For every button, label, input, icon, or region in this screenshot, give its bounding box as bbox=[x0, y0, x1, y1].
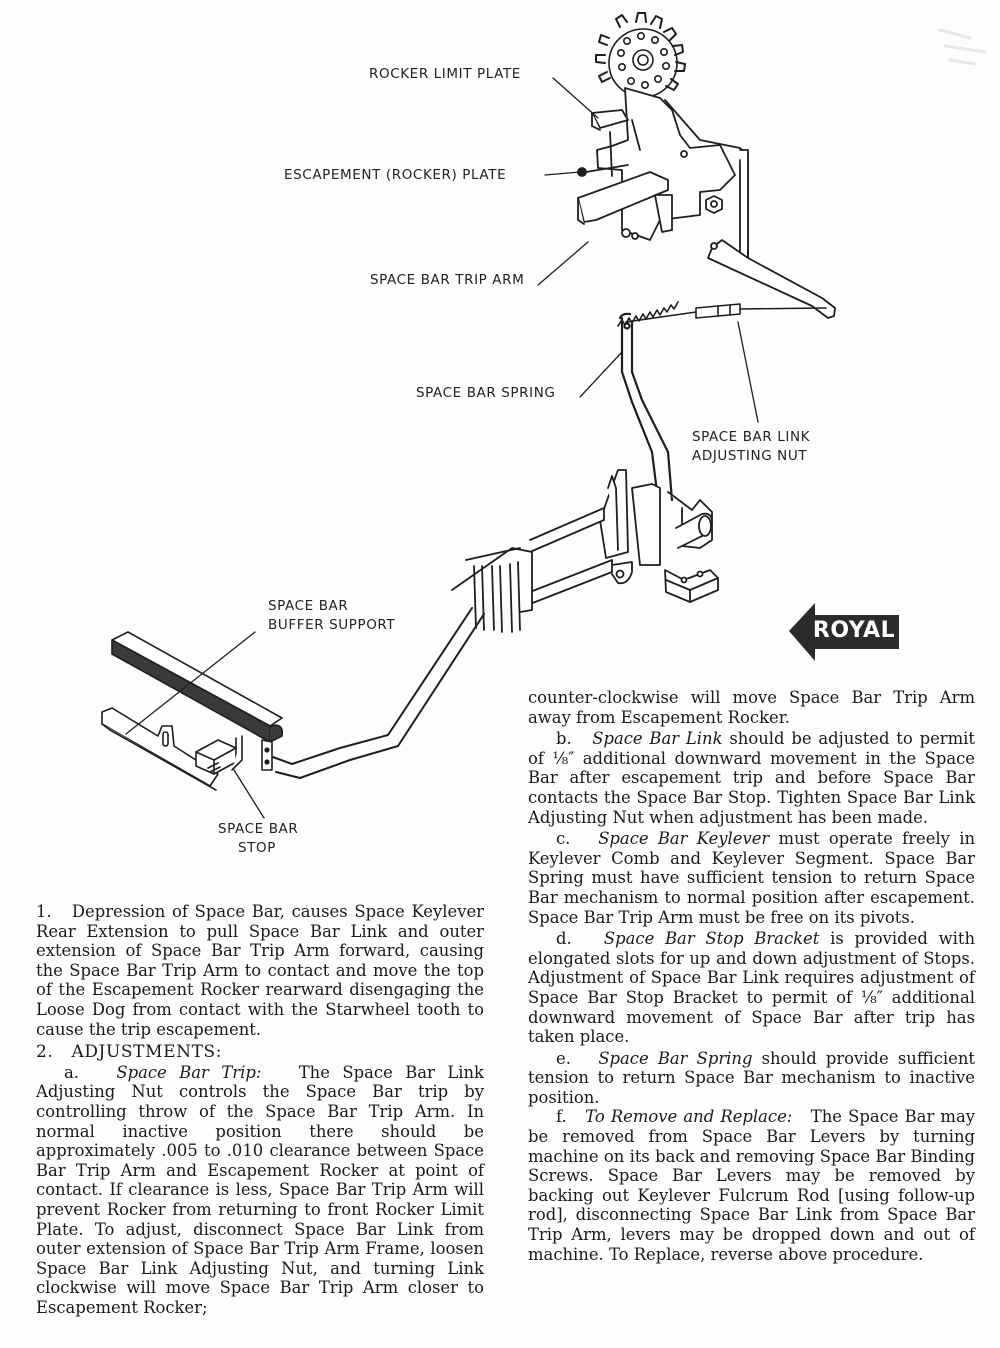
label-line-1: SPACE BAR LINK bbox=[692, 429, 811, 445]
label-space-bar-spring: SPACE BAR SPRING bbox=[416, 385, 556, 401]
keylever-comb bbox=[452, 508, 612, 632]
item-title: To Remove and Replace: bbox=[585, 1107, 793, 1127]
label-line-2: ADJUSTING NUT bbox=[692, 448, 808, 464]
text-column-left bbox=[36, 902, 484, 1317]
item-letter: f. bbox=[556, 1107, 567, 1127]
item-body: must operate freely in Keylever Comb and Keylever Segment. Space Bar Spring must have sufficient tension to return Space Bar mechanism to normal position after escapement. Space Bar Trip Arm must be free on its pivots. bbox=[528, 829, 975, 927]
paragraph-number: 1. bbox=[36, 902, 52, 921]
item-c-space-bar-keylever bbox=[528, 829, 975, 927]
space-bar-stop bbox=[196, 736, 242, 774]
item-e-space-bar-spring bbox=[528, 1049, 975, 1108]
item-body: is provided with elongated slots for up and down adjustment of Stops. Adjustment of Space Bar Link requires adjustment of Space Bar Stop Bracket to permit of ⅛″ additional downward movement of Space Bar after trip has taken place. bbox=[528, 929, 976, 1047]
label-space-bar-buffer-support bbox=[268, 597, 395, 635]
starwheel-icon bbox=[596, 13, 685, 97]
item-a-continued: counter-clockwise will move Space Bar Trip Arm away from Escapement Rocker. bbox=[528, 688, 975, 727]
item-title: Space Bar Trip: bbox=[116, 1062, 262, 1082]
item-title: Space Bar Spring bbox=[598, 1048, 753, 1068]
label-rocker-limit-plate: ROCKER LIMIT PLATE bbox=[369, 66, 521, 82]
escapement-assembly bbox=[578, 88, 748, 262]
item-body: The Space Bar may be removed from Space Bar Levers by turning machine on its back and removing Space Bar Binding Screws. Space Bar Levers may be removed by backing out Keylever Fulcrum Rod [using follow-up rod], disconnecting Space Bar Link from Space Bar Trip Arm, levers may be dropped down and out of machine. To Replace, reverse above procedure. bbox=[528, 1107, 975, 1264]
fulcrum-bracket bbox=[600, 470, 718, 602]
item-b-space-bar-link bbox=[528, 729, 975, 827]
item-letter: c. bbox=[556, 829, 571, 849]
paragraph-body: Depression of Space Bar, causes Space Keylever Rear Extension to pull Space Bar Link and outer extension of Space Bar Trip Arm forward, causing the Space Bar Trip Arm to contact and move the top of the Escapement Rocker rearward disengaging the Loose Dog from contact with the Starwheel tooth to cause the trip escapement. bbox=[36, 902, 484, 1039]
space-bar bbox=[112, 632, 282, 770]
label-escapement-rocker-plate: ESCAPEMENT (ROCKER) PLATE bbox=[284, 167, 507, 183]
label-line-2: BUFFER SUPPORT bbox=[268, 617, 396, 633]
item-letter: a. bbox=[64, 1062, 79, 1082]
item-d-space-bar-stop-bracket bbox=[528, 929, 975, 1047]
text-column-right bbox=[528, 688, 975, 1264]
label-space-bar-link-adjusting-nut bbox=[692, 428, 810, 466]
item-a-space-bar-trip bbox=[36, 1063, 484, 1318]
item-title: Space Bar Keylever bbox=[598, 829, 770, 849]
label-line-1: SPACE BAR bbox=[268, 598, 349, 614]
item-letter: d. bbox=[556, 929, 572, 949]
item-body: should provide sufficient tension to return Space Bar mechanism to inactive position. bbox=[528, 1048, 975, 1107]
item-title: Space Bar Stop Bracket bbox=[603, 929, 820, 949]
royal-brand-badge: ROYAL bbox=[812, 618, 896, 643]
label-line-1: SPACE BAR bbox=[218, 821, 299, 837]
item-letter: b. bbox=[556, 729, 572, 749]
scan-smudge bbox=[940, 30, 985, 64]
item-body: should be adjusted to permit of ⅛″ additional downward movement in the Space Bar after escapement trip and before Space Bar contacts the Space Bar Stop. Tighten Space Bar Link Adjusting Nut when adjustment has been made. bbox=[528, 729, 976, 827]
section-title: ADJUSTMENTS: bbox=[71, 1042, 223, 1063]
label-space-bar-trip-arm: SPACE BAR TRIP ARM bbox=[370, 272, 525, 288]
paragraph-1 bbox=[36, 902, 484, 1039]
label-space-bar-stop bbox=[218, 820, 299, 858]
keylever-arm bbox=[620, 314, 672, 500]
item-body: The Space Bar Link Adjusting Nut controls the Space Bar trip by controlling throw of the Space Bar Trip Arm. In normal inactive position there should be approximately .005 to .010 clearance between Space Bar Trip Arm and Escapement Rocker at point of contact. If clearance is less, Space Bar Trip Arm will prevent Rocker from returning to front Rocker Limit Plate. To adjust, disconnect Space Bar Link from outer extension of Space Bar Trip Arm Frame, loosen Space Bar Link Adjusting Nut, and turning Link clockwise will move Space Bar Trip Arm closer to Escapement Rocker; bbox=[36, 1062, 484, 1317]
item-letter: e. bbox=[556, 1048, 571, 1068]
item-title: Space Bar Link bbox=[592, 729, 723, 749]
label-line-2: STOP bbox=[238, 840, 276, 856]
section-heading-adjustments bbox=[36, 1043, 484, 1063]
section-number: 2. bbox=[36, 1042, 54, 1063]
item-f-remove-and-replace bbox=[528, 1107, 975, 1264]
